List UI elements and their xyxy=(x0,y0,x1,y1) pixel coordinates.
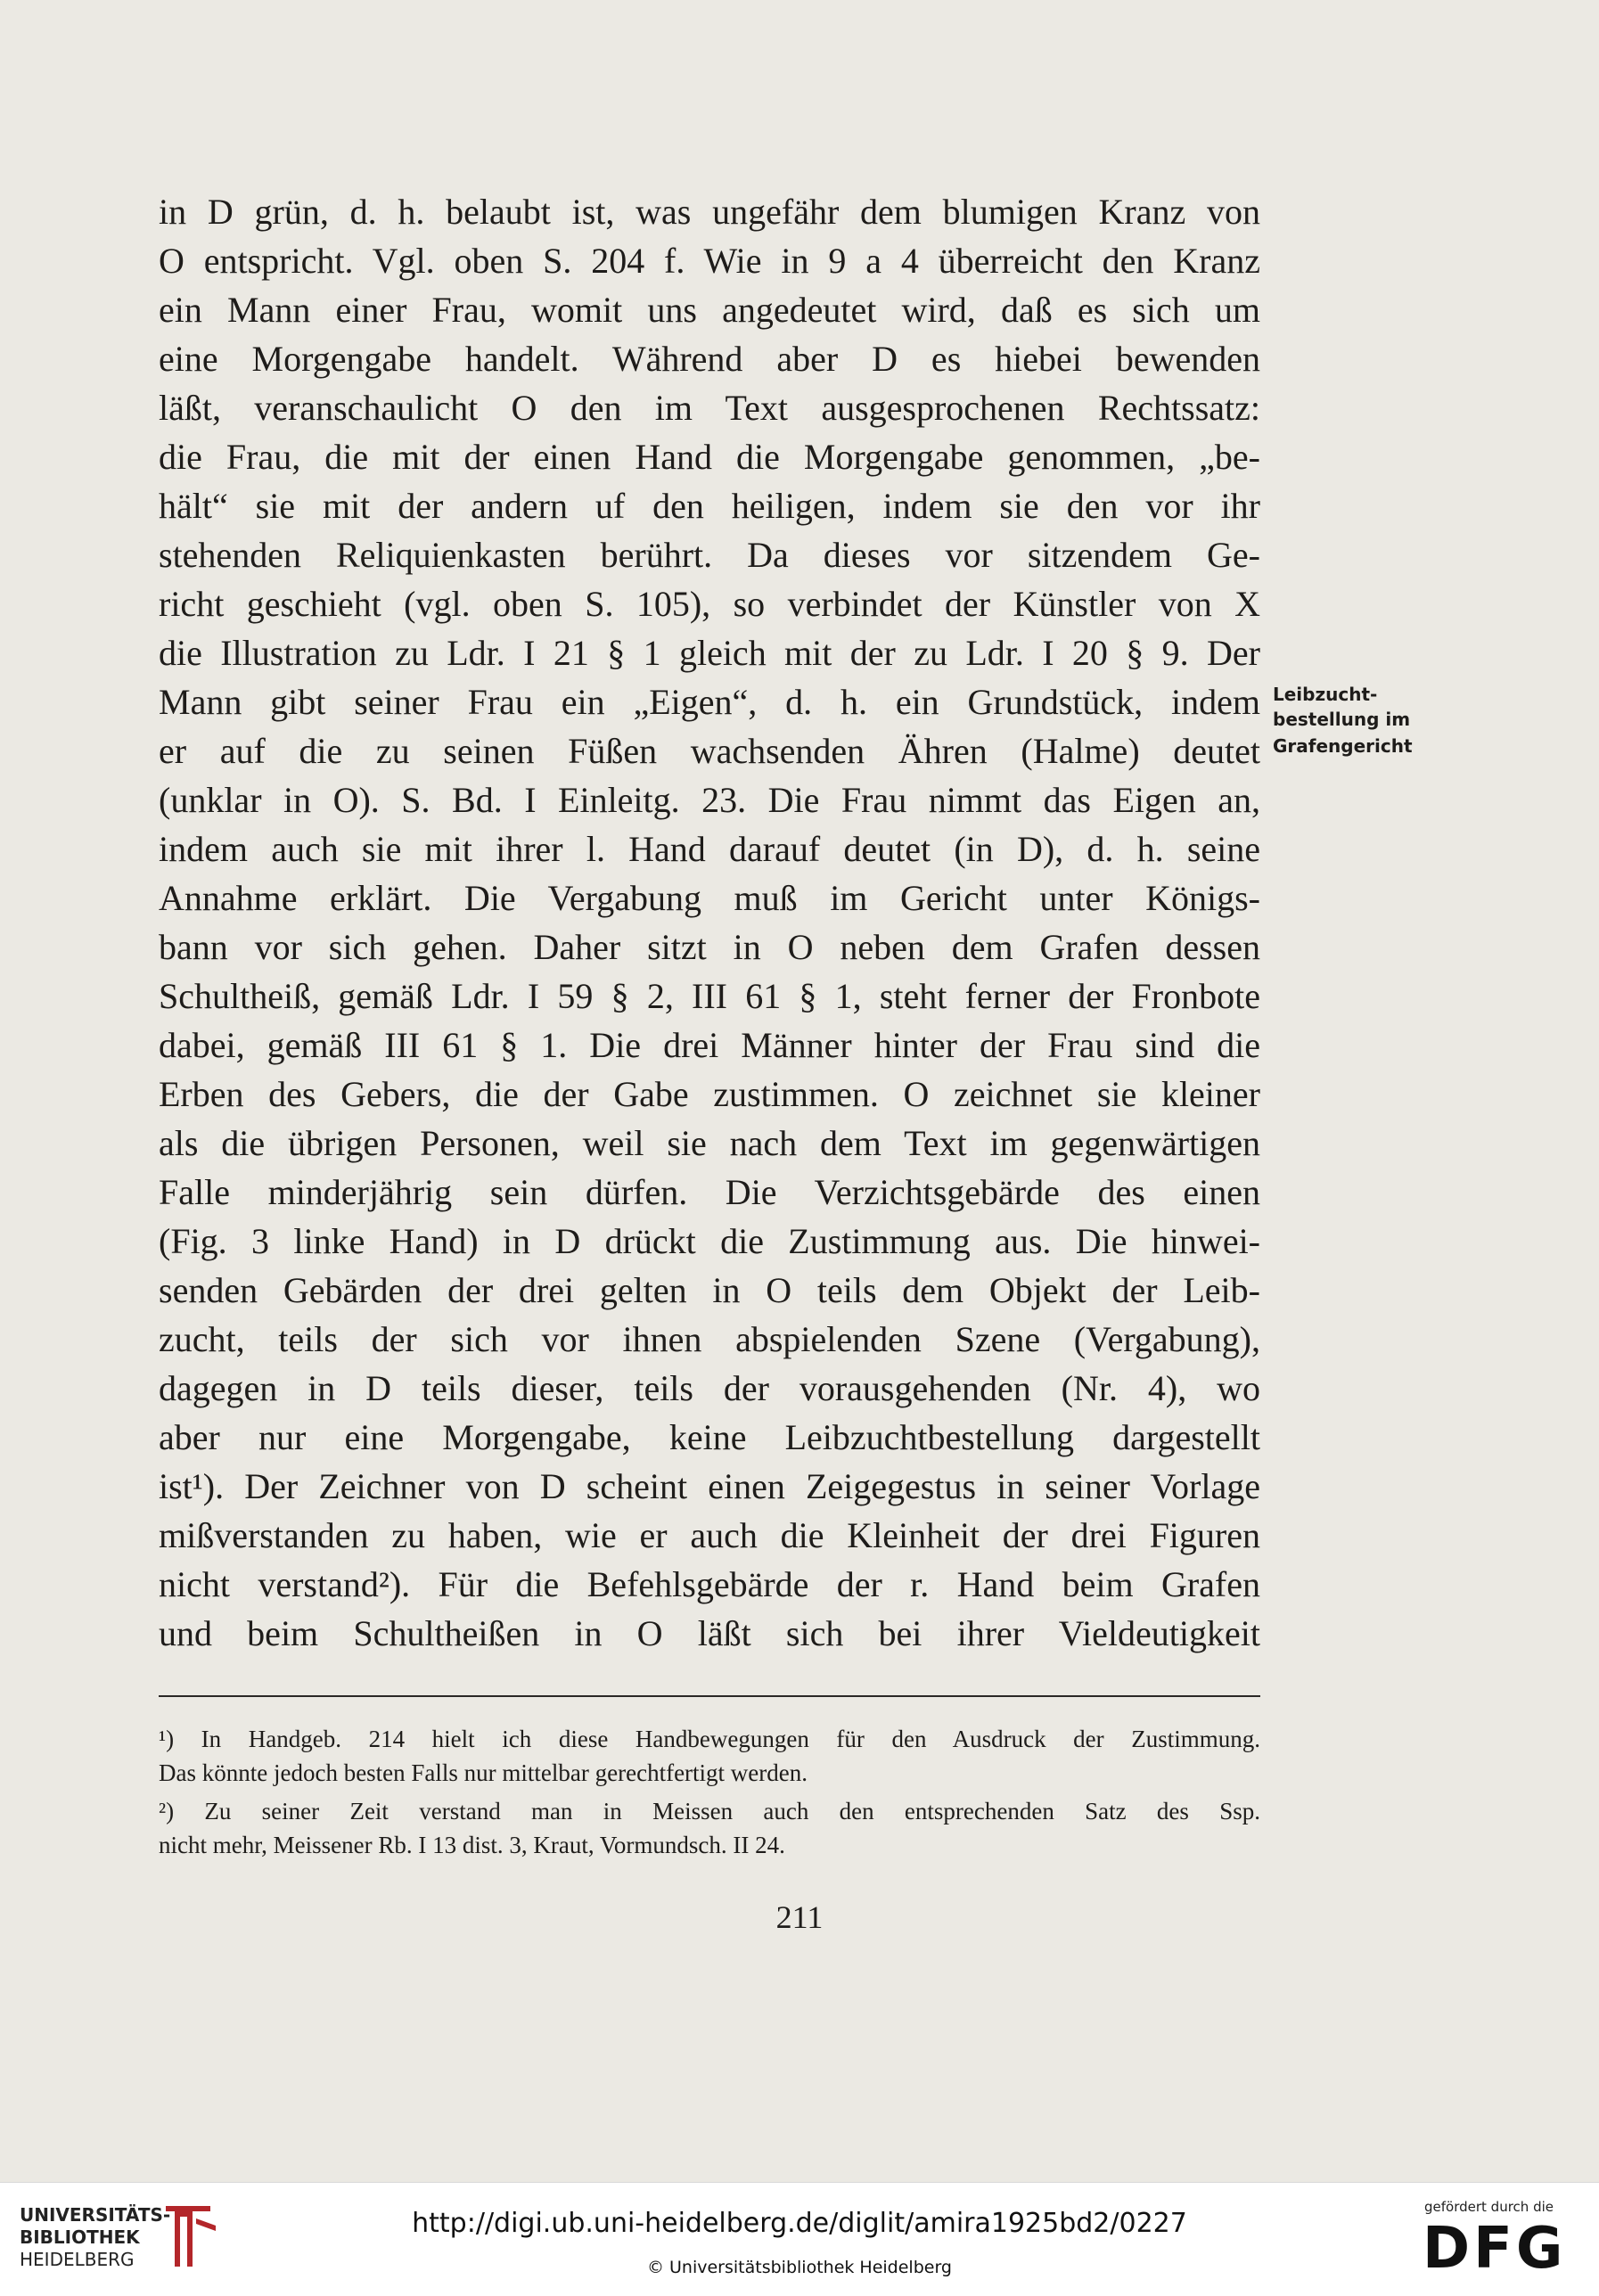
body-line: die Frau, die mit der einen Hand die Morgengabe genommen, „be- xyxy=(159,437,1260,477)
body-line: er auf die zu seinen Füßen wachsenden Ähren (Halme) deutet xyxy=(159,731,1260,771)
body-line: senden Gebärden der drei gelten in O teils dem Objekt der Leib- xyxy=(159,1270,1260,1310)
body-line: Falle minderjährig sein dürfen. Die Verzichtsgebärde des einen xyxy=(159,1172,1260,1212)
body-line: mißverstanden zu haben, wie er auch die Kleinheit der drei Figuren xyxy=(159,1515,1260,1555)
library-name-line: BIBLIOTHEK xyxy=(20,2226,140,2248)
copyright-notice: © Universitätsbibliothek Heidelberg xyxy=(646,2258,952,2277)
body-line: zucht, teils der sich vor ihnen abspielenden Szene (Vergabung), xyxy=(159,1319,1260,1359)
body-line: Mann gibt seiner Frau ein „Eigen“, d. h. ein Grundstück, indem xyxy=(159,682,1260,722)
body-line: eine Morgengabe handelt. Während aber D es hiebei bewenden xyxy=(159,339,1260,379)
body-line: dagegen in D teils dieser, teils der vorausgehenden (Nr. 4), wo xyxy=(159,1368,1260,1408)
body-line: dabei, gemäß III 61 § 1. Die drei Männer hinter der Frau sind die xyxy=(159,1025,1260,1065)
permalink-url[interactable]: http://digi.ub.uni-heidelberg.de/diglit/amira1925bd2/0227 xyxy=(412,2208,1187,2239)
body-line: (unklar in O). S. Bd. I Einleitg. 23. Die Frau nimmt das Eigen an, xyxy=(159,780,1260,820)
body-line: hält“ sie mit der andern uf den heiligen, indem sie den vor ihr xyxy=(159,486,1260,526)
footnote-line: ²) Zu seiner Zeit verstand man in Meissen auch den entsprechenden Satz des Ssp. xyxy=(159,1798,1260,1824)
margin-note-line: Leibzucht- xyxy=(1273,684,1378,705)
body-line: Erben des Gebers, die der Gabe zustimmen. O zeichnet sie kleiner xyxy=(159,1074,1260,1114)
body-line: stehenden Reliquienkasten berührt. Da dieses vor sitzendem Ge- xyxy=(159,535,1260,575)
library-name-line: HEIDELBERG xyxy=(20,2249,135,2270)
funding-caption: gefördert durch die xyxy=(1424,2199,1554,2215)
body-line: richt geschieht (vgl. oben S. 105), so verbindet der Künstler von X xyxy=(159,584,1260,624)
footnote-line: Das könnte jedoch besten Falls nur mittelbar gerechtfertigt werden. xyxy=(159,1759,808,1786)
footnote-rule xyxy=(159,1695,1260,1697)
footnote-line: nicht mehr, Meissener Rb. I 13 dist. 3, Kraut, Vormundsch. II 24. xyxy=(159,1832,785,1858)
body-line: indem auch sie mit ihrer l. Hand darauf deutet (in D), d. h. seine xyxy=(159,829,1260,869)
footnote-line: ¹) In Handgeb. 214 hielt ich diese Handbewegungen für den Ausdruck der Zustimmung. xyxy=(159,1726,1260,1752)
body-line: Annahme erklärt. Die Vergabung muß im Gericht unter Königs- xyxy=(159,878,1260,918)
library-name-line: UNIVERSITÄTS- xyxy=(20,2204,171,2226)
margin-note-line: bestellung im xyxy=(1273,709,1411,730)
body-line: Schultheiß, gemäß Ldr. I 59 § 2, III 61 § 1, steht ferner der Fronbote xyxy=(159,976,1260,1016)
margin-note-line: Grafengericht xyxy=(1273,735,1413,757)
body-line: nicht verstand²). Für die Befehlsgebärde der r. Hand beim Grafen xyxy=(159,1564,1260,1604)
body-line: ist¹). Der Zeichner von D scheint einen Zeigegestus in seiner Vorlage xyxy=(159,1466,1260,1506)
body-line: ein Mann einer Frau, womit uns angedeutet wird, daß es sich um xyxy=(159,290,1260,330)
body-line: die Illustration zu Ldr. I 21 § 1 gleich mit der zu Ldr. I 20 § 9. Der xyxy=(159,633,1260,673)
page-number: 211 xyxy=(775,1899,824,1935)
body-line: bann vor sich gehen. Daher sitzt in O neben dem Grafen dessen xyxy=(159,927,1260,967)
body-line: (Fig. 3 linke Hand) in D drückt die Zustimmung aus. Die hinwei- xyxy=(159,1221,1260,1261)
body-line: als die übrigen Personen, weil sie nach dem Text im gegenwärtigen xyxy=(159,1123,1260,1163)
body-line: aber nur eine Morgengabe, keine Leibzuchtbestellung dargestellt xyxy=(159,1417,1260,1457)
digitization-footer xyxy=(0,2182,1599,2296)
body-line: läßt, veranschaulicht O den im Text ausgesprochenen Rechtssatz: xyxy=(159,388,1260,428)
body-line: und beim Schultheißen in O läßt sich bei ihrer Vieldeutigkeit xyxy=(159,1613,1260,1653)
body-line: O entspricht. Vgl. oben S. 204 f. Wie in 9 a 4 überreicht den Kranz xyxy=(159,241,1260,281)
dfg-logo: DFG xyxy=(1423,2216,1567,2282)
body-line: in D grün, d. h. belaubt ist, was ungefähr dem blumigen Kranz von xyxy=(159,192,1260,232)
